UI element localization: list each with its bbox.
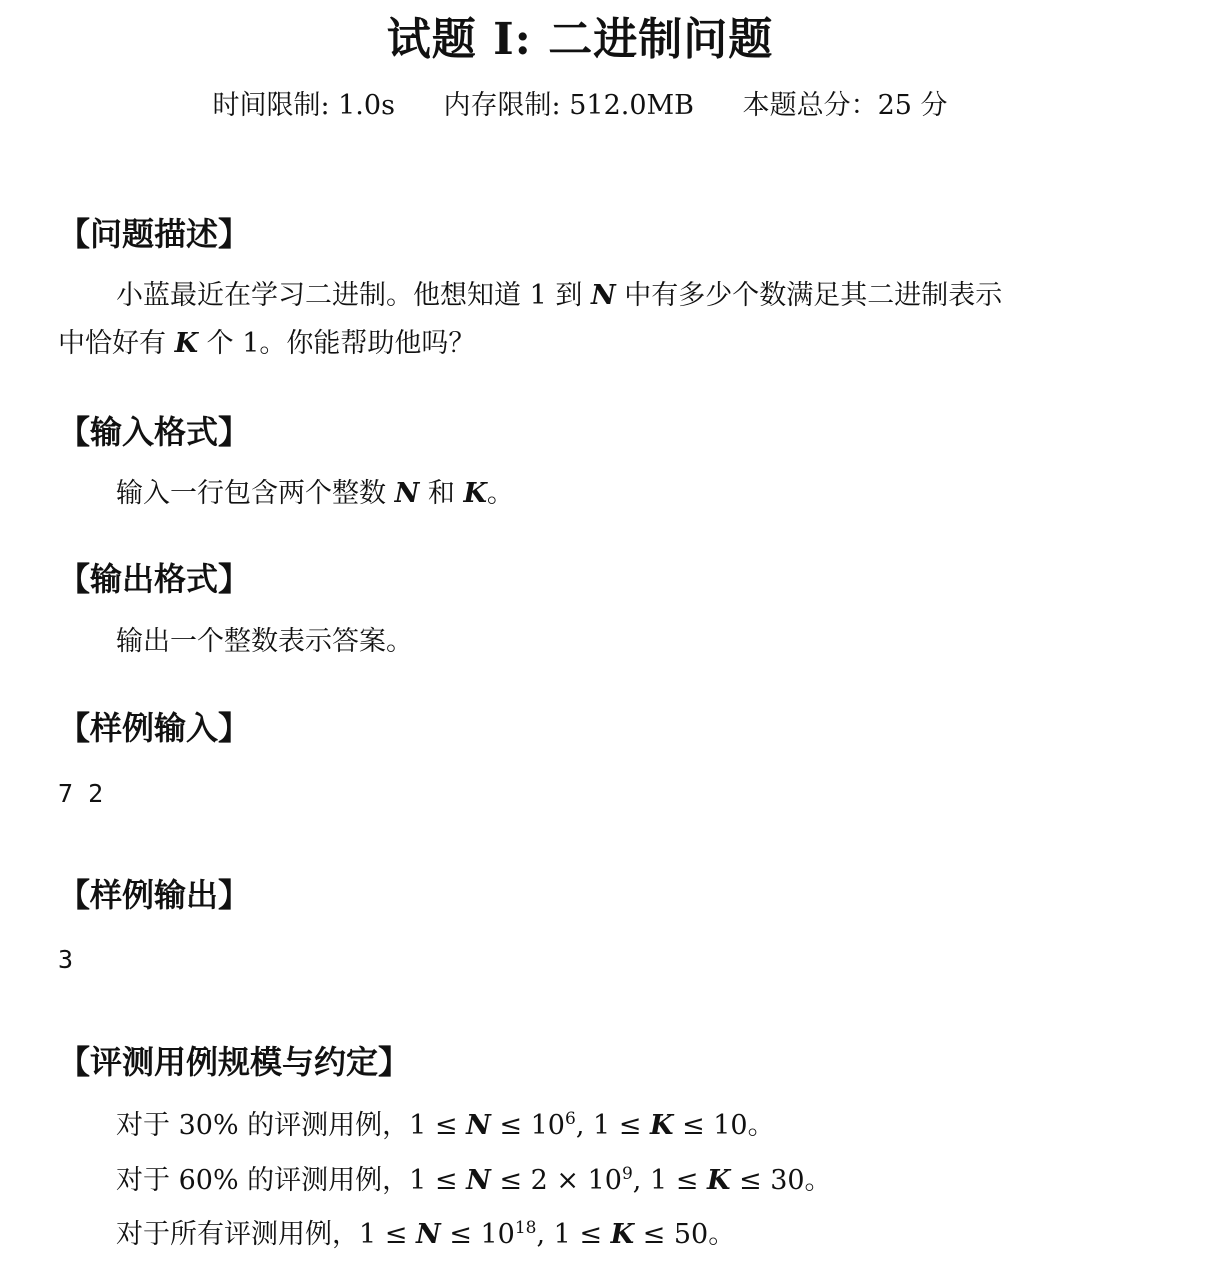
sample-input-heading: 【样例输入】 <box>58 709 251 747</box>
var-n: N <box>394 478 420 509</box>
var-k: K <box>463 478 487 509</box>
description-text: 中有多少个数满足其二进制表示 <box>615 280 1003 311</box>
description-line-2 <box>58 320 475 368</box>
input-format-heading: 【输入格式】 <box>58 413 251 451</box>
var-n: N <box>466 1110 491 1141</box>
constraint-text: ≤ 10 <box>490 1110 565 1141</box>
constraint-text: , 1 ≤ <box>632 1165 707 1196</box>
constraints-heading: 【评测用例规模与约定】 <box>58 1043 411 1081</box>
problem-meta <box>0 84 1160 128</box>
constraint-text: ≤ 10 <box>440 1219 515 1250</box>
description-text: 个 1。你能帮助他吗？ <box>198 328 476 359</box>
sample-input-value: 7 2 <box>58 779 104 808</box>
constraint-text: 对于 30% 的评测用例，1 ≤ <box>116 1110 467 1141</box>
description-heading: 【问题描述】 <box>58 215 251 253</box>
sample-output-value: 3 <box>58 945 74 974</box>
constraint-line-2 <box>116 1157 832 1205</box>
time-limit: 时间限制: 1.0s <box>212 90 395 121</box>
description-line-1 <box>116 272 1002 320</box>
input-format-part: 输入一行包含两个整数 <box>116 478 395 509</box>
constraint-text: ≤ 10。 <box>673 1110 775 1141</box>
output-format-text: 输出一个整数表示答案。 <box>116 626 413 657</box>
constraint-text: 对于 60% 的评测用例，1 ≤ <box>116 1165 467 1196</box>
input-format-part: 。 <box>486 478 514 509</box>
constraint-text: ≤ 50。 <box>634 1219 736 1250</box>
var-n: N <box>590 280 616 311</box>
constraint-line-1 <box>116 1102 775 1150</box>
input-format-part: 和 <box>419 478 464 509</box>
var-k: K <box>649 1110 674 1141</box>
exponent: 9 <box>621 1164 633 1184</box>
var-n: N <box>466 1165 491 1196</box>
constraint-text: ≤ 2 × 10 <box>490 1165 622 1196</box>
var-n: N <box>415 1219 441 1250</box>
page-title: 试题 I: 二进制问题 <box>386 14 774 65</box>
constraint-text: ≤ 30。 <box>730 1165 832 1196</box>
constraint-text: 对于所有评测用例，1 ≤ <box>116 1219 416 1250</box>
exponent: 6 <box>565 1109 576 1129</box>
sample-output-heading: 【样例输出】 <box>58 876 251 914</box>
var-k: K <box>706 1165 731 1196</box>
description-text: 中恰好有 <box>58 328 175 359</box>
constraint-text: , 1 ≤ <box>536 1219 611 1250</box>
constraint-text: , 1 ≤ <box>575 1110 650 1141</box>
constraint-line-3 <box>116 1211 735 1259</box>
input-format-text <box>116 470 514 518</box>
var-k: K <box>610 1219 635 1250</box>
exponent: 18 <box>514 1218 537 1238</box>
memory-limit: 内存限制: 512.0MB <box>443 90 694 121</box>
var-k: K <box>174 328 199 359</box>
description-text: 小蓝最近在学习二进制。他想知道 1 到 <box>116 280 591 311</box>
output-format-heading: 【输出格式】 <box>58 560 251 598</box>
total-score: 本题总分：25 分 <box>742 90 948 121</box>
